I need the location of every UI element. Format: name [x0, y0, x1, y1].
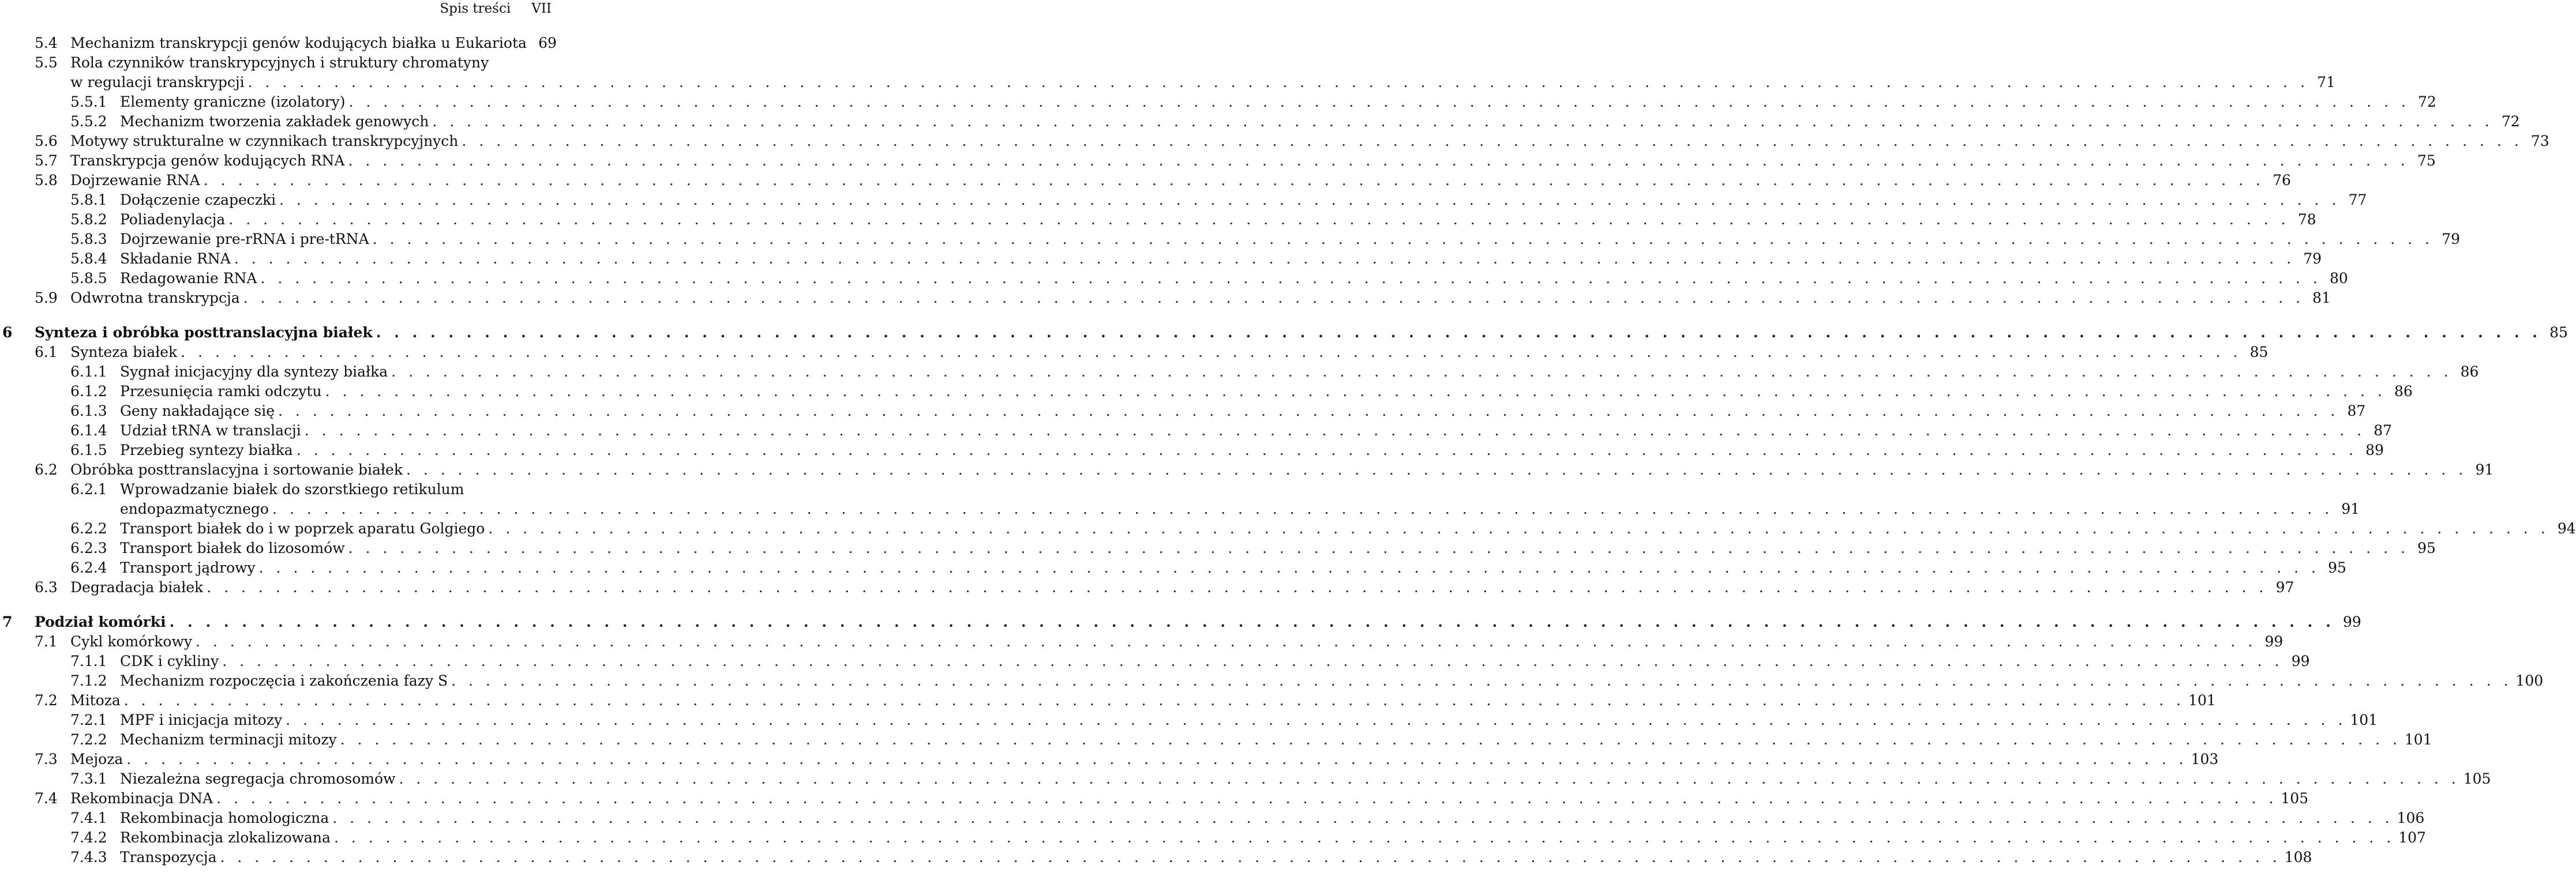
- toc-entry-number: 6.2.2: [70, 520, 107, 537]
- toc-entry-title: Rekombinacja zlokalizowana: [120, 829, 331, 846]
- toc-entry[interactable]: [0, 480, 554, 499]
- dot-leader: . . . . . . . . . . . . . . . . . . . . . . . . . . . . . . . . . . . . . . . . . . . . . . . . . . . . . . . . . . . . . . . . . . . . . . . . . . . . . . . . . . . . . . . . . . . . . . . . . . . . . . . . . . . . . . . . . . . . . . . .: [169, 614, 2335, 630]
- dot-leader: . . . . . . . . . . . . . . . . . . . . . . . . . . . . . . . . . . . . . . . . . . . . . . . . . . . . . . . . . . . . . . . . . . . . . . . . . . . . . . . . . . . . . . . . . . . . . . . . . . . . . . . . . . . . . . . . . . . . . . . .: [260, 270, 2322, 287]
- toc-entry-title: Transpozycja: [120, 849, 217, 866]
- dot-leader: . . . . . . . . . . . . . . . . . . . . . . . . . . . . . . . . . . . . . . . . . . . . . . . . . . . . . . . . . . . . . . . . . . . . . . . . . . . . . . . . . . . . . . . . . . . . . . . . . . . . . . . . . . . . . . . . . . . . . . . .: [399, 770, 2460, 787]
- toc-entry-page: 97: [2275, 579, 2294, 596]
- toc-entry[interactable]: [0, 151, 2436, 171]
- toc-entry-title: Dojrzewanie RNA: [70, 172, 200, 189]
- toc-entry[interactable]: [0, 73, 2335, 92]
- toc-entry[interactable]: [0, 249, 2322, 269]
- toc-entry-number: 7.4.2: [70, 829, 107, 846]
- toc-entry-title: Mejoza: [70, 751, 123, 767]
- dot-leader: . . . . . . . . . . . . . . . . . . . . . . . . . . . . . . . . . . . . . . . . . . . . . . . . . . . . . . . . . . . . . . . . . . . . . . . . . . . . . . . . . . . . . . . . . . . . . . . . . . . . . . . . . . . . . . . . . . . . . . . .: [195, 633, 2257, 650]
- toc-entry-number: 6.2.1: [70, 481, 107, 498]
- toc-entry[interactable]: [0, 671, 2544, 691]
- toc-entry-number: 7.2.1: [70, 712, 107, 728]
- toc-entry[interactable]: [0, 269, 2348, 288]
- toc-entry-page: 85: [2549, 324, 2568, 341]
- toc-entry-page: 76: [2273, 172, 2291, 189]
- toc-entry-page: 86: [2394, 383, 2413, 400]
- toc-entry-page: 91: [2475, 461, 2494, 478]
- toc-entry-number: 6.1.3: [70, 402, 107, 419]
- toc-entry[interactable]: [0, 730, 2432, 750]
- toc-entry[interactable]: [0, 848, 2312, 867]
- toc-entry-page: 103: [2191, 751, 2219, 767]
- toc-entry-page: 101: [2404, 731, 2432, 748]
- toc-entry[interactable]: [0, 691, 2216, 710]
- toc-entry-number: 6.1.2: [70, 383, 107, 400]
- dot-leader: . . . . . . . . . . . . . . . . . . . . . . . . . . . . . . . . . . . . . . . . . . . . . . . . . . . . . . . . . . . . . . . . . . . . . . . . . . . . . . . . . . . . . . . . . . . . . . . . . . . . . . . . . . . . . . . . . . . . . . . .: [372, 231, 2433, 247]
- dot-leader: . . . . . . . . . . . . . . . . . . . . . . . . . . . . . . . . . . . . . . . . . . . . . . . . . . . . . . . . . . . . . . . . . . . . . . . . . . . . . . . . . . . . . . . . . . . . . . . . . . . . . . . . . . . . . . . . . . . . . . . .: [391, 363, 2453, 380]
- toc-entry-title: Cykl komórkowy: [70, 633, 192, 650]
- toc-entry-title: Elementy graniczne (izolatory): [120, 93, 346, 110]
- toc-entry[interactable]: [0, 421, 2393, 441]
- toc-entry-title: Wprowadzanie białek do szorstkiego retikulum: [120, 481, 464, 498]
- toc-entry-number: 7.4.3: [70, 849, 107, 866]
- toc-chapter-entry[interactable]: [0, 612, 2361, 632]
- toc-entry-number: 5.8: [35, 172, 58, 189]
- toc-entry[interactable]: [0, 441, 2384, 460]
- toc-entry-page: 78: [2297, 211, 2316, 228]
- dot-leader: . . . . . . . . . . . . . . . . . . . . . . . . . . . . . . . . . . . . . . . . . . . . . . . . . . . . . . . . . . . . . . . . . . . . . . . . . . . . . . . . . . . . . . . . . . . . . . . . . . . . . . . . . . . . . . . . . . . . . . . .: [406, 461, 2468, 478]
- dot-leader: . . . . . . . . . . . . . . . . . . . . . . . . . . . . . . . . . . . . . . . . . . . . . . . . . . . . . . . . . . . . . . . . . . . . . . . . . . . . . . . . . . . . . . . . . . . . . . . . . . . . . . . . . . . . . . . . . . . . . . . .: [126, 751, 2188, 767]
- toc-entry-page: 106: [2397, 810, 2425, 826]
- table-of-contents: [0, 33, 2576, 867]
- toc-entry-page: 95: [2417, 540, 2436, 556]
- toc-entry-number: 7.4: [35, 790, 58, 807]
- running-header: [440, 0, 552, 17]
- toc-entry-number: 7.2: [35, 692, 58, 709]
- toc-entry-title: Niezależna segregacja chromosomów: [120, 770, 396, 787]
- toc-entry-number: 5.8.2: [70, 211, 107, 228]
- toc-entry-page: 101: [2188, 692, 2216, 709]
- toc-entry[interactable]: [0, 288, 2331, 308]
- dot-leader: . . . . . . . . . . . . . . . . . . . . . . . . . . . . . . . . . . . . . . . . . . . . . . . . . . . . . . . . . . . . . . . . . . . . . . . . . . . . . . . . . . . . . . . . . . . . . . . . . . . . . . . . . . . . . . . . . . . . . . . .: [333, 829, 2395, 846]
- toc-entry-page: 79: [2442, 231, 2460, 247]
- toc-entry[interactable]: [0, 92, 2436, 112]
- toc-entry-page: 89: [2365, 442, 2384, 458]
- toc-entry-number: 6.1: [35, 344, 58, 360]
- toc-entry-title: Transport jądrowy: [120, 559, 256, 576]
- dot-leader: . . . . . . . . . . . . . . . . . . . . . . . . . . . . . . . . . . . . . . . . . . . . . . . . . . . . . . . . . . . . . . . . . . . . . . . . . . . . . . . . . . . . . . . . . . . . . . . . . . . . . . . . . . . . . . . . . . . . . . . .: [332, 810, 2394, 826]
- toc-entry-number: 6: [2, 324, 13, 341]
- toc-entry-page: 100: [2515, 672, 2544, 689]
- toc-entry-page: 69: [538, 35, 557, 51]
- dot-leader: . . . . . . . . . . . . . . . . . . . . . . . . . . . . . . . . . . . . . . . . . . . . . . . . . . . . . . . . . . . . . . . . . . . . . . . . . . . . . . . . . . . . . . . . . . . . . . . . . . . . . . . . . . . . . . . . . . . . . . . .: [348, 152, 2409, 169]
- toc-entry-page: 73: [2530, 133, 2549, 149]
- toc-entry-page: 86: [2460, 363, 2479, 380]
- toc-entry-title: Mechanizm terminacji mitozy: [120, 731, 337, 748]
- toc-entry-title: Transkrypcja genów kodujących RNA: [70, 152, 345, 169]
- toc-entry-title: Rekombinacja homologiczna: [120, 810, 329, 826]
- dot-leader: . . . . . . . . . . . . . . . . . . . . . . . . . . . . . . . . . . . . . . . . . . . . . . . . . . . . . . . . . . . . . . . . . . . . . . . . . . . . . . . . . . . . . . . . . . . . . . . . . . . . . . . . . . . . . . . . . . . . . . . .: [220, 849, 2281, 866]
- dot-leader: . . . . . . . . . . . . . . . . . . . . . . . . . . . . . . . . . . . . . . . . . . . . . . . . . . . . . . . . . . . . . . . . . . . . . . . . . . . . . . . . . . . . . . . . . . . . . . . . . . . . . . . . . . . . . . . . . . . . . . . .: [451, 672, 2513, 689]
- toc-entry[interactable]: [0, 460, 2494, 480]
- toc-entry-title: Mechanizm transkrypcji genów kodujących białka u Eukariota: [70, 35, 527, 51]
- toc-entry-title: Mechanizm rozpoczęcia i zakończenia fazy S: [120, 672, 448, 689]
- dot-leader: . . . . . . . . . . . . . . . . . . . . . . . . . . . . . . . . . . . . . . . . . . . . . . . . . . . . . . . . . . . . . . . . . . . . . . . . . . . . . . . . . . . . . . . . . . . . . . . . . . . . . . . . . . . . . . . . . . . . . . . .: [258, 559, 2320, 576]
- dot-leader: . . . . . . . . . . . . . . . . . . . . . . . . . . . . . . . . . . . . . . . . . . . . . . . . . . . . . . . . . . . . . . . . . . . . . . . . . . . . . . . . . . . . . . . . . . . . . . . . . . . . . . . . . . . . . . . . . . . . . . . .: [304, 422, 2366, 439]
- dot-leader: . . . . . . . . . . . . . . . . . . . . . . . . . . . . . . . . . . . . . . . . . . . . . . . . . . . . . . . . . . . . . . . . . . . . . . . . . . . . . . . . . . . . . . . . . . . . . . . . . . . . . . . . . . . . . . . . . . . . . . . .: [272, 501, 2334, 517]
- toc-entry-page: 79: [2303, 250, 2322, 267]
- toc-entry-page: 99: [2342, 614, 2361, 630]
- toc-entry-page: 91: [2341, 501, 2360, 517]
- dot-leader: . . . . . . . . . . . . . . . . . . . . . . . . . . . . . . . . . . . . . . . . . . . . . . . . . . . . . . . . . . . . . . . . . . . . . . . . . . . . . . . . . . . . . . . . . . . . . . . . . . . . . . . . . . . . . . . . . . . . . . . .: [243, 289, 2304, 306]
- toc-entry[interactable]: [0, 750, 2219, 769]
- dot-leader: . . . . . . . . . . . . . . . . . . . . . . . . . . . . . . . . . . . . . . . . . . . . . . . . . . . . . . . . . . . . . . . . . . . . . . . . . . . . . . . . . . . . . . . . . . . . . . . . . . . . . . . . . . . . . . . . . . . . . . . .: [348, 93, 2410, 110]
- toc-entry[interactable]: [0, 632, 2283, 652]
- toc-entry-title: Dołączenie czapeczki: [120, 191, 276, 208]
- toc-entry-number: 7.2.2: [70, 731, 107, 748]
- toc-entry[interactable]: [0, 190, 2367, 210]
- toc-entry-title: Degradacja białek: [70, 579, 204, 596]
- chapter-gap: [0, 308, 554, 323]
- toc-entry[interactable]: [0, 652, 2310, 671]
- header-page-number: VII: [531, 1, 552, 16]
- toc-entry[interactable]: [0, 519, 2576, 539]
- dot-leader: . . . . . . . . . . . . . . . . . . . . . . . . . . . . . . . . . . . . . . . . . . . . . . . . . . . . . . . . . . . . . . . . . . . . . . . . . . . . . . . . . . . . . . . . . . . . . . . . . . . . . . . . . . . . . . . . . . . . . . . .: [234, 250, 2296, 267]
- toc-entry-page: 95: [2328, 559, 2346, 576]
- toc-entry[interactable]: [0, 558, 2346, 578]
- toc-entry-number: 5.5: [35, 54, 58, 71]
- dot-leader: . . . . . . . . . . . . . . . . . . . . . . . . . . . . . . . . . . . . . . . . . . . . . . . . . . . . . . . . . . . . . . . . . . . . . . . . . . . . . . . . . . . . . . . . . . . . . . . . . . . . . . . . . . . . . . . . . . . . . . . .: [286, 712, 2347, 728]
- dot-leader: . . . . . . . . . . . . . . . . . . . . . . . . . . . . . . . . . . . . . . . . . . . . . . . . . . . . . . . . . . . . . . . . . . . . . . . . . . . . . . . . . . . . . . . . . . . . . . . . . . . . . . . . . . . . . . . . . . . . . . . .: [203, 172, 2264, 189]
- dot-leader: . . . . . . . . . . . . . . . . . . . . . . . . . . . . . . . . . . . . . . . . . . . . . . . . . . . . . . . . . . . . . . . . . . . . . . . . . . . . . . . . . . . . . . . . . . . . . . . . . . . . . . . . . . . . . . . . . . . . . . . .: [296, 442, 2357, 458]
- toc-entry[interactable]: [0, 499, 2360, 519]
- toc-entry-page: 85: [2249, 344, 2268, 360]
- toc-entry-number: 7.1: [35, 633, 58, 650]
- toc-entry-number: 6.1.5: [70, 442, 107, 458]
- toc-entry-page: 108: [2284, 849, 2312, 866]
- toc-entry-page: 80: [2329, 270, 2348, 287]
- toc-entry-title: Odwrotna transkrypcja: [70, 289, 240, 306]
- toc-entry-title: Mechanizm tworzenia zakładek genowych: [120, 113, 429, 130]
- toc-entry-number: 5.8.1: [70, 191, 107, 208]
- toc-entry-title: Mitoza: [70, 692, 121, 709]
- toc-entry[interactable]: [0, 769, 2491, 789]
- dot-leader: . . . . . . . . . . . . . . . . . . . . . . . . . . . . . . . . . . . . . . . . . . . . . . . . . . . . . . . . . . . . . . . . . . . . . . . . . . . . . . . . . . . . . . . . . . . . . . . . . . . . . . . . . . . . . . . . . . . . . . . .: [216, 790, 2278, 807]
- toc-entry-number: 6.2.4: [70, 559, 107, 576]
- toc-entry-number: 6.3: [35, 579, 58, 596]
- toc-entry-page: 72: [2418, 93, 2436, 110]
- toc-entry-number: 5.8.5: [70, 270, 107, 287]
- toc-entry[interactable]: [0, 210, 2316, 229]
- toc-entry-number: 5.6: [35, 133, 58, 149]
- toc-entry-number: 5.8.4: [70, 250, 107, 267]
- toc-entry-page: 72: [2501, 113, 2520, 130]
- toc-entry-title: Przebieg syntezy białka: [120, 442, 293, 458]
- toc-entry[interactable]: [0, 362, 2479, 382]
- toc-entry-title: Rekombinacja DNA: [70, 790, 213, 807]
- toc-entry[interactable]: [0, 578, 2294, 597]
- toc-entry-title: w regulacji transkrypcji: [70, 74, 245, 91]
- dot-leader: . . . . . . . . . . . . . . . . . . . . . . . . . . . . . . . . . . . . . . . . . . . . . . . . . . . . . . . . . . . . . . . . . . . . . . . . . . . . . . . . . . . . . . . . . . . . . . . . . . . . . . . . . . . . . . . . . . . . . . . .: [123, 692, 2185, 709]
- toc-entry-title: Geny nakładające się: [120, 402, 275, 419]
- toc-entry-title: Podział komórki: [35, 614, 166, 630]
- toc-entry-title: Udział tRNA w translacji: [120, 422, 301, 439]
- toc-entry[interactable]: [0, 401, 2366, 421]
- dot-leader: . . . . . . . . . . . . . . . . . . . . . . . . . . . . . . . . . . . . . . . . . . . . . . . . . . . . . . . . . . . . . . . . . . . . . . . . . . . . . . . . . . . . . . . . . . . . . . . . . . . . . . . . . . . . . . . . . . . . . . . .: [488, 520, 2549, 537]
- toc-entry-title: Transport białek do lizosomów: [120, 540, 345, 556]
- dot-leader: . . . . . . . . . . . . . . . . . . . . . . . . . . . . . . . . . . . . . . . . . . . . . . . . . . . . . . . . . . . . . . . . . . . . . . . . . . . . . . . . . . . . . . . . . . . . . . . . . . . . . . . . . . . . . . . . . . . . . . . .: [376, 324, 2541, 341]
- dot-leader: . . . . . . . . . . . . . . . . . . . . . . . . . . . . . . . . . . . . . . . . . . . . . . . . . . . . . . . . . . . . . . . . . . . . . . . . . . . . . . . . . . . . . . . . . . . . . . . . . . . . . . . . . . . . . . . . . . . . . . . .: [279, 191, 2341, 208]
- toc-entry-number: 6.1.4: [70, 422, 107, 439]
- toc-entry-number: 7.1.2: [70, 672, 107, 689]
- toc-entry[interactable]: [0, 53, 554, 73]
- dot-leader: . . . . . . . . . . . . . . . . . . . . . . . . . . . . . . . . . . . . . . . . . . . . . . . . . . . . . . . . . . . . . . . . . . . . . . . . . . . . . . . . . . . . . . . . . . . . . . . . . . . . . . . . . . . . . . . . . . . . . . . .: [207, 579, 2268, 596]
- toc-entry-title: CDK i cykliny: [120, 653, 219, 669]
- toc-entry-title: Rola czynników transkrypcyjnych i struktury chromatyny: [70, 54, 489, 71]
- toc-entry-title: Dojrzewanie pre-rRNA i pre-tRNA: [120, 231, 369, 247]
- toc-entry-title: MPF i inicjacja mitozy: [120, 712, 283, 728]
- toc-entry-title: Transport białek do i w poprzek aparatu Golgiego: [120, 520, 485, 537]
- toc-entry[interactable]: [0, 131, 2549, 151]
- toc-entry-page: 99: [2291, 653, 2310, 669]
- toc-chapter-entry[interactable]: [0, 323, 2568, 343]
- toc-entry-number: 5.4: [35, 35, 58, 51]
- toc-entry-title: Motywy strukturalne w czynnikach transkrypcyjnych: [70, 133, 459, 149]
- dot-leader: . . . . . . . . . . . . . . . . . . . . . . . . . . . . . . . . . . . . . . . . . . . . . . . . . . . . . . . . . . . . . . . . . . . . . . . . . . . . . . . . . . . . . . . . . . . . . . . . . . . . . . . . . . . . . . . . . . . . . . . .: [248, 74, 2309, 91]
- toc-entry-number: 6.1.1: [70, 363, 107, 380]
- dot-leader: . . . . . . . . . . . . . . . . . . . . . . . . . . . . . . . . . . . . . . . . . . . . . . . . . . . . . . . . . . . . . . . . . . . . . . . . . . . . . . . . . . . . . . . . . . . . . . . . . . . . . . . . . . . . . . . . . . . . . . . .: [462, 133, 2523, 149]
- toc-entry[interactable]: [0, 382, 2413, 401]
- toc-entry[interactable]: [0, 828, 2426, 848]
- dot-leader: . . . . . . . . . . . . . . . . . . . . . . . . . . . . . . . . . . . . . . . . . . . . . . . . . . . . . . . . . . . . . . . . . . . . . . . . . . . . . . . . . . . . . . . . . . . . . . . . . . . . . . . . . . . . . . . . . . . . . . . .: [181, 344, 2242, 360]
- toc-entry[interactable]: [0, 343, 2268, 362]
- dot-leader: . . . . . . . . . . . . . . . . . . . . . . . . . . . . . . . . . . . . . . . . . . . . . . . . . . . . . . . . . . . . . . . . . . . . . . . . . . . . . . . . . . . . . . . . . . . . . . . . . . . . . . . . . . . . . . . . . . . . . . . .: [348, 540, 2409, 556]
- toc-entry-title: Poliadenylacja: [120, 211, 226, 228]
- dot-leader: . . . . . . . . . . . . . . . . . . . . . . . . . . . . . . . . . . . . . . . . . . . . . . . . . . . . . . . . . . . . . . . . . . . . . . . . . . . . . . . . . . . . . . . . . . . . . . . . . . . . . . . . . . . . . . . . . . . . . . . .: [278, 402, 2339, 419]
- toc-entry-number: 5.8.3: [70, 231, 107, 247]
- toc-entry-title: Sygnał inicjacyjny dla syntezy białka: [120, 363, 388, 380]
- toc-entry-title: endopazmatycznego: [120, 501, 269, 517]
- toc-entry-page: 71: [2317, 74, 2335, 91]
- toc-entry-title: Obróbka posttranslacyjna i sortowanie białek: [70, 461, 403, 478]
- toc-entry-page: 105: [2463, 770, 2491, 787]
- toc-entry-number: 5.9: [35, 289, 58, 306]
- toc-entry-page: 101: [2350, 712, 2378, 728]
- dot-leader: . . . . . . . . . . . . . . . . . . . . . . . . . . . . . . . . . . . . . . . . . . . . . . . . . . . . . . . . . . . . . . . . . . . . . . . . . . . . . . . . . . . . . . . . . . . . . . . . . . . . . . . . . . . . . . . . . . . . . . . .: [432, 113, 2493, 130]
- toc-entry-title: Składanie RNA: [120, 250, 231, 267]
- toc-entry[interactable]: [0, 539, 2436, 558]
- toc-entry-number: 6.2.3: [70, 540, 107, 556]
- toc-entry-page: 105: [2281, 790, 2309, 807]
- toc-entry[interactable]: [0, 710, 2378, 730]
- header-section-title: Spis treści: [440, 1, 511, 16]
- toc-entry[interactable]: [0, 808, 2425, 828]
- toc-entry-page: 94: [2557, 520, 2576, 537]
- dot-leader: . . . . . . . . . . . . . . . . . . . . . . . . . . . . . . . . . . . . . . . . . . . . . . . . . . . . . . . . . . . . . . . . . . . . . . . . . . . . . . . . . . . . . . . . . . . . . . . . . . . . . . . . . . . . . . . . . . . . . . . .: [340, 731, 2401, 748]
- toc-entry-page: 99: [2264, 633, 2283, 650]
- toc-entry-number: 5.7: [35, 152, 58, 169]
- toc-entry-number: 7.4.1: [70, 810, 107, 826]
- toc-entry-number: 5.5.2: [70, 113, 107, 130]
- toc-entry-number: 6.2: [35, 461, 58, 478]
- dot-leader: . . . . . . . . . . . . . . . . . . . . . . . . . . . . . . . . . . . . . . . . . . . . . . . . . . . . . . . . . . . . . . . . . . . . . . . . . . . . . . . . . . . . . . . . . . . . . . . . . . . . . . . . . . . . . . . . . . . . . . . .: [325, 383, 2386, 400]
- toc-entry-number: 7: [2, 614, 13, 630]
- toc-entry[interactable]: [0, 229, 2460, 249]
- toc-entry-page: 75: [2417, 152, 2436, 169]
- toc-entry-title: Redagowanie RNA: [120, 270, 257, 287]
- chapter-gap: [0, 597, 554, 612]
- toc-entry-page: 107: [2398, 829, 2426, 846]
- toc-entry-number: 5.5.1: [70, 93, 107, 110]
- toc-entry[interactable]: [0, 33, 557, 53]
- toc-entry-title: Synteza i obróbka posttranslacyjna białek: [35, 324, 373, 341]
- toc-entry-page: 87: [2373, 422, 2393, 439]
- dot-leader: . . . . . . . . . . . . . . . . . . . . . . . . . . . . . . . . . . . . . . . . . . . . . . . . . . . . . . . . . . . . . . . . . . . . . . . . . . . . . . . . . . . . . . . . . . . . . . . . . . . . . . . . . . . . . . . . . . . . . . . .: [222, 653, 2283, 669]
- toc-entry-number: 7.1.1: [70, 653, 107, 669]
- toc-entry-number: 7.3: [35, 751, 58, 767]
- toc-entry-page: 77: [2348, 191, 2367, 208]
- toc-entry-page: 81: [2312, 289, 2331, 306]
- toc-entry-title: Synteza białek: [70, 344, 178, 360]
- toc-entry-number: 7.3.1: [70, 770, 107, 787]
- toc-entry-page: 87: [2347, 402, 2366, 419]
- toc-entry[interactable]: [0, 789, 2309, 808]
- toc-entry-title: Przesunięcia ramki odczytu: [120, 383, 322, 400]
- dot-leader: . . . . . . . . . . . . . . . . . . . . . . . . . . . . . . . . . . . . . . . . . . . . . . . . . . . . . . . . . . . . . . . . . . . . . . . . . . . . . . . . . . . . . . . . . . . . . . . . . . . . . . . . . . . . . . . . . . . . . . . .: [228, 211, 2290, 228]
- toc-entry[interactable]: [0, 112, 2520, 131]
- toc-entry[interactable]: [0, 171, 2291, 190]
